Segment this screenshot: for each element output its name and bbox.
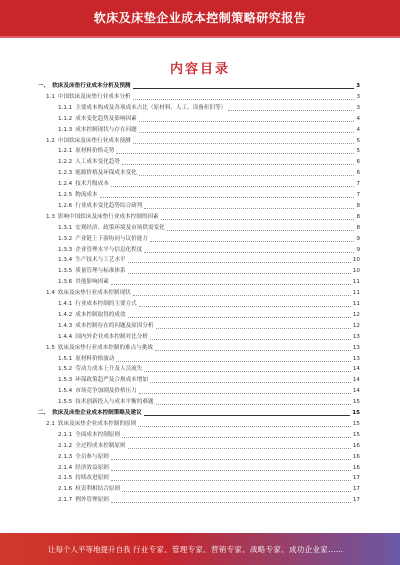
toc-entry[interactable] — [46, 289, 360, 298]
toc-entry[interactable] — [58, 496, 360, 505]
toc-entry[interactable] — [58, 333, 360, 342]
toc-entry-number: 1.3.1 — [58, 224, 73, 231]
toc-entry-title: 成本控制存在的问题及原因分析 — [75, 322, 154, 329]
toc-entry[interactable] — [58, 104, 360, 113]
toc-entry[interactable] — [46, 213, 360, 222]
toc-page-number: 10 — [352, 268, 360, 275]
toc-dot-leader — [128, 448, 351, 449]
toc-page-number: 14 — [352, 366, 360, 373]
toc-page-number: 14 — [352, 388, 360, 395]
toc-dot-leader — [116, 361, 350, 362]
toc-dot-leader — [156, 404, 351, 405]
toc-page-number: 16 — [352, 453, 360, 460]
toc-entry[interactable] — [58, 453, 360, 462]
footer-experts-line: 行业专家、管理专家、营销专家、战略专家、成功企业家…… — [133, 545, 344, 554]
footer-banner — [0, 533, 400, 565]
toc-entry-number: 2.1.2 — [58, 442, 73, 449]
toc-entry-title: 宏观经济、政策环境及市场供需变化 — [75, 224, 165, 231]
toc-page-number: 13 — [352, 333, 360, 340]
toc-page-number: 4 — [356, 126, 360, 133]
toc-entry-title: 主要成本构成及各项成本占比（原材料、人工、设备折旧等） — [75, 104, 227, 111]
toc-entry-title: 软床及床垫行业成本控制的难点与挑战 — [57, 344, 154, 351]
toc-entry[interactable] — [46, 420, 360, 429]
toc-entry-title: 人工成本变化趋势 — [75, 159, 120, 166]
report-header-bar — [0, 0, 400, 36]
toc-entry[interactable] — [58, 191, 360, 200]
toc-page-number: 5 — [356, 148, 360, 155]
toc-entry-title: 劳动力成本上升及人员流失 — [75, 366, 143, 373]
toc-entry-title: 软床及床垫企业成本控制的原则 — [57, 420, 137, 427]
toc-page-number: 15 — [352, 399, 360, 406]
toc-page-number: 12 — [352, 311, 360, 318]
toc-dot-leader — [150, 241, 354, 242]
toc-entry-title: 例外管理原则 — [75, 497, 109, 504]
toc-dot-leader — [228, 110, 354, 111]
toc-entry-number: 1.3.4 — [58, 257, 73, 264]
toc-entry[interactable] — [58, 246, 360, 255]
toc-entry[interactable] — [46, 93, 360, 102]
toc-entry[interactable] — [58, 365, 360, 374]
toc-entry-number: 1.4.1 — [58, 301, 73, 307]
toc-dot-leader — [144, 208, 354, 209]
toc-entry-number: 1.2.3 — [58, 170, 73, 177]
toc-entry[interactable] — [58, 180, 360, 189]
toc-entry-number: 1.3.2 — [58, 235, 73, 242]
toc-entry-number: 1.4.3 — [58, 322, 73, 329]
toc-dot-leader — [133, 143, 355, 144]
toc-entry[interactable] — [58, 202, 360, 211]
toc-dot-leader — [111, 470, 351, 471]
toc-heading: 内容目录 — [169, 62, 230, 77]
toc-entry[interactable] — [46, 344, 360, 353]
toc-page-number: 15 — [352, 431, 360, 438]
toc-page-number: 10 — [352, 257, 360, 264]
toc-entry-number: 2.1.3 — [58, 453, 73, 460]
toc-dot-leader — [139, 132, 355, 133]
footer-slogan: 让每个人平等地提升自我 — [48, 545, 131, 554]
toc-page-number: 17 — [352, 497, 360, 504]
toc-page-number: 8 — [356, 224, 360, 231]
toc-entry-title: 能源价格及环保成本变化 — [75, 170, 137, 177]
toc-entry-number: 1.3.5 — [58, 268, 73, 275]
toc-dot-leader — [111, 502, 351, 503]
toc-page-number: 6 — [356, 159, 360, 166]
toc-entry[interactable] — [58, 235, 360, 244]
toc-entry-number: 1.2.4 — [58, 181, 73, 188]
toc-dot-leader — [144, 252, 354, 253]
toc-entry[interactable] — [58, 224, 360, 233]
toc-dot-leader — [122, 491, 351, 492]
toc-dot-leader — [128, 317, 351, 318]
toc-entry[interactable] — [58, 474, 360, 483]
toc-entry-title: 技术升级成本 — [75, 181, 109, 188]
toc-entry-number: 1.2 — [46, 137, 55, 144]
toc-page-number: 13 — [352, 355, 360, 362]
toc-dot-leader — [128, 273, 351, 274]
toc-entry-number: 1.2.5 — [58, 192, 73, 198]
toc-page-number: 4 — [356, 115, 360, 122]
toc-dot-leader — [133, 99, 355, 100]
toc-entry[interactable] — [58, 431, 360, 440]
toc-entry[interactable] — [58, 355, 360, 364]
toc-dot-leader — [100, 197, 355, 198]
toc-entry-number: 1.5 — [46, 344, 55, 351]
toc-entry-title: 环保政策趋严及合规成本增加 — [75, 377, 148, 384]
toc-entry-title: 其他影响因素 — [75, 279, 109, 286]
toc-entry-number: 1.4 — [46, 290, 55, 297]
header-divider — [0, 36, 400, 38]
toc-page-number: 12 — [352, 322, 360, 329]
toc-entry-title: 影响中国软床及床垫行业成本控制的因素 — [57, 213, 159, 220]
toc-page-number: 11 — [352, 301, 360, 307]
toc-dot-leader — [139, 121, 355, 122]
toc-entry-number: 1.2.1 — [58, 148, 73, 155]
toc-entry[interactable] — [58, 278, 360, 287]
toc-dot-leader — [144, 371, 351, 372]
toc-entry-number: 1.5.5 — [58, 399, 73, 406]
toc-entry-title: 国内外企业成本控制对比分析 — [75, 333, 148, 340]
toc-entry-number: 一、 — [38, 83, 50, 89]
toc-page-number: 13 — [352, 344, 360, 351]
toc-dot-leader — [122, 164, 354, 165]
toc-page-number: 8 — [356, 202, 360, 209]
toc-entry-title: 软床及床垫行业成本控制现状 — [57, 290, 131, 297]
toc-entry-title: 企业管理水平与信息化程度 — [75, 246, 143, 253]
toc-page-number: 16 — [352, 442, 360, 449]
toc-page-number: 11 — [352, 279, 360, 286]
toc-dot-leader — [122, 437, 351, 438]
toc-dot-leader — [111, 480, 351, 481]
toc-page-number: 6 — [356, 170, 360, 177]
toc-page-number: 15 — [352, 420, 360, 427]
toc-entry-title: 软床及床垫行业成本分析及预测 — [52, 83, 131, 89]
toc-page-number: 3 — [356, 93, 360, 100]
toc-entry-title: 全面成本控制原则 — [75, 431, 120, 438]
toc-dot-leader — [156, 328, 351, 329]
toc-entry[interactable] — [58, 376, 360, 385]
toc-page-number: 3 — [356, 104, 360, 111]
toc-dot-leader — [150, 339, 351, 340]
toc-entry-number: 1.5.2 — [58, 366, 73, 373]
toc-entry-title: 市场竞争加剧及价格压力 — [75, 388, 137, 395]
toc-entry-title: 经济效益原则 — [75, 464, 109, 471]
toc-entry[interactable] — [58, 387, 360, 396]
toc-page-number: 8 — [356, 213, 360, 220]
toc-page-number: 7 — [356, 181, 360, 188]
toc-entry-number: 1.1.1 — [58, 104, 73, 111]
toc-entry-number: 1.1.2 — [58, 115, 73, 122]
toc-entry[interactable] — [58, 442, 360, 451]
toc-entry-number: 1.2.2 — [58, 159, 73, 166]
toc-entry-title: 成本变化趋势及影响因素 — [75, 115, 137, 122]
toc-entry-number: 2.1.4 — [58, 464, 73, 471]
toc-entry-number: 2.1 — [46, 420, 55, 427]
table-of-contents — [38, 82, 360, 512]
toc-entry-number: 2.1.5 — [58, 475, 73, 482]
toc-dot-leader — [138, 426, 351, 427]
toc-dot-leader — [161, 219, 355, 220]
toc-entry-title: 中国软床及床垫行业成本分析 — [57, 93, 131, 100]
toc-entry-number: 1.2.6 — [58, 202, 73, 209]
toc-entry-title: 原材料价格走势 — [75, 148, 115, 155]
toc-entry-title: 全员参与原则 — [75, 453, 109, 460]
toc-page-number: 16 — [352, 464, 360, 471]
toc-entry-title: 成本控制取得的成效 — [75, 311, 126, 318]
toc-entry-title: 软床及床垫企业成本控制策略及建议 — [52, 410, 142, 416]
toc-entry-number: 2.1.6 — [58, 486, 73, 493]
toc-entry[interactable] — [58, 115, 360, 124]
toc-page-number: 9 — [356, 246, 360, 253]
toc-dot-leader — [139, 393, 351, 394]
toc-dot-leader — [167, 230, 355, 231]
toc-page-number: 17 — [352, 475, 360, 482]
toc-entry-title: 行业成本控制的主要方式 — [75, 301, 137, 307]
toc-entry[interactable] — [58, 147, 360, 156]
toc-entry-title: 持续改进原则 — [75, 475, 109, 482]
toc-entry-title: 成本控制现状与存在问题 — [75, 126, 137, 133]
toc-dot-leader — [155, 350, 351, 351]
toc-entry[interactable] — [58, 267, 360, 276]
toc-entry-title: 原材料价格波动 — [75, 355, 115, 362]
toc-entry[interactable] — [58, 126, 360, 135]
toc-entry-number: 1.3.6 — [58, 279, 73, 286]
toc-entry-number: 1.5.4 — [58, 388, 73, 395]
toc-entry-number: 1.3 — [46, 213, 55, 220]
toc-entry-number: 1.3.3 — [58, 246, 73, 253]
toc-entry-title: 中国软床及床垫行业成本预测 — [57, 137, 131, 144]
toc-dot-leader — [128, 262, 351, 263]
toc-dot-leader — [133, 88, 355, 89]
toc-entry-number: 2.1.1 — [58, 431, 73, 438]
toc-page-number: 5 — [356, 137, 360, 144]
toc-entry[interactable] — [58, 311, 360, 320]
toc-dot-leader — [116, 153, 354, 154]
toc-entry-number: 1.4.2 — [58, 311, 73, 318]
toc-page-number: 11 — [352, 290, 360, 297]
toc-entry[interactable] — [38, 409, 360, 418]
toc-entry-title: 全过程成本控制原则 — [75, 442, 126, 449]
toc-entry[interactable] — [46, 137, 360, 146]
report-title: 软床及床垫企业成本控制策略研究报告 — [93, 11, 307, 25]
toc-page-number: 7 — [356, 192, 360, 198]
toc-entry[interactable] — [58, 300, 360, 309]
toc-page-number: 15 — [352, 410, 360, 416]
toc-entry[interactable] — [58, 322, 360, 331]
toc-entry[interactable] — [58, 169, 360, 178]
toc-dot-leader — [111, 186, 355, 187]
toc-entry-number: 二、 — [38, 410, 50, 416]
toc-entry[interactable] — [38, 82, 360, 91]
toc-dot-leader — [133, 295, 351, 296]
toc-dot-leader — [150, 382, 351, 383]
toc-entry[interactable] — [58, 398, 360, 407]
toc-entry-title: 技术创新投入与成本平衡的难题 — [75, 399, 154, 406]
toc-page-number: 9 — [356, 235, 360, 242]
toc-entry-number: 1.1.3 — [58, 126, 73, 133]
toc-dot-leader — [139, 175, 355, 176]
toc-entry[interactable] — [58, 158, 360, 167]
toc-entry-number: 2.1.7 — [58, 497, 73, 504]
toc-entry-title: 生产技术与工艺水平 — [75, 257, 126, 264]
toc-entry[interactable] — [58, 485, 360, 494]
toc-dot-leader — [144, 415, 350, 416]
toc-entry-title: 行业成本变化趋势综合研判 — [75, 202, 143, 209]
toc-entry-title: 权责利相结合原则 — [75, 486, 120, 493]
toc-entry-number: 1.5.1 — [58, 355, 73, 362]
toc-entry-title: 物流成本 — [75, 192, 98, 198]
toc-entry-number: 1.1 — [46, 93, 55, 100]
toc-dot-leader — [111, 284, 351, 285]
toc-page-number: 14 — [352, 377, 360, 384]
toc-entry[interactable] — [58, 256, 360, 265]
toc-dot-leader — [139, 306, 351, 307]
toc-dot-leader — [111, 459, 351, 460]
toc-entry-number: 1.5.3 — [58, 377, 73, 384]
toc-entry-title: 产业链上下游协同与议价能力 — [75, 235, 148, 242]
toc-page-number: 17 — [352, 486, 360, 493]
toc-page-number: 3 — [356, 83, 360, 89]
toc-entry-number: 1.4.4 — [58, 333, 73, 340]
toc-entry-title: 质量管理与标准体系 — [75, 268, 126, 275]
toc-entry[interactable] — [58, 464, 360, 473]
